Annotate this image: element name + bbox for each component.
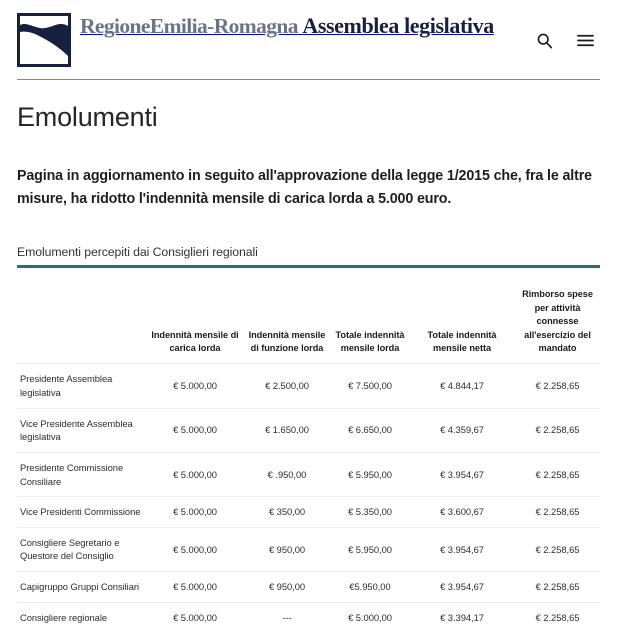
column-header-role <box>17 288 147 364</box>
cell-indennita-funzione-lorda: € 950,00 <box>243 527 331 571</box>
brand-line-assembly: Assemblea legislativa <box>302 13 494 38</box>
brand-line-region: RegioneEmilia-Romagna <box>80 14 298 38</box>
cell-totale-lorda: € 6.650,00 <box>331 408 409 452</box>
column-header-totale-netta: Totale indennità mensile netta <box>427 329 497 353</box>
hamburger-menu-icon[interactable] <box>575 30 595 50</box>
cell-totale-lorda: € 5.950,00 <box>331 527 409 571</box>
table-row <box>17 602 600 632</box>
cell-indennita-funzione-lorda: € 950,00 <box>243 572 331 603</box>
main-content <box>0 102 617 632</box>
section-title: Emolumenti percepiti dai Consiglieri regionali <box>17 245 258 260</box>
column-header-rimborso-spese: Rimborso spese per attività connesse all'esercizio del mandato <box>522 289 593 353</box>
cell-indennita-funzione-lorda: € 2.500,00 <box>243 364 331 408</box>
cell-role: Consigliere regionale <box>17 602 147 632</box>
brand-wordmark <box>80 13 494 38</box>
cell-indennita-carica-lorda: € 5.000,00 <box>147 572 243 603</box>
cell-indennita-funzione-lorda: --- <box>243 602 331 632</box>
cell-rimborso-spese: € 2.258,65 <box>515 602 600 632</box>
cell-totale-netta: € 3.600,67 <box>409 497 515 528</box>
section-header <box>17 245 600 268</box>
cell-indennita-carica-lorda: € 5.000,00 <box>147 364 243 408</box>
table-row <box>17 408 600 452</box>
search-icon[interactable] <box>534 30 554 50</box>
cell-indennita-funzione-lorda: € 350,00 <box>243 497 331 528</box>
cell-indennita-funzione-lorda: € .950,00 <box>243 452 331 496</box>
cell-totale-netta: € 3.954,67 <box>409 572 515 603</box>
cell-indennita-carica-lorda: € 5.000,00 <box>147 408 243 452</box>
cell-role: Capigruppo Gruppi Consiliari <box>17 572 147 603</box>
cell-rimborso-spese: € 2.258,65 <box>515 572 600 603</box>
cell-rimborso-spese: € 2.258,65 <box>515 497 600 528</box>
cell-indennita-carica-lorda: € 5.000,00 <box>147 527 243 571</box>
cell-totale-netta: € 4.844,17 <box>409 364 515 408</box>
table-row <box>17 364 600 408</box>
cell-role: Vice Presidenti Commissione <box>17 497 147 528</box>
table-row <box>17 452 600 496</box>
site-logo-link[interactable] <box>17 13 494 67</box>
cell-indennita-carica-lorda: € 5.000,00 <box>147 497 243 528</box>
cell-totale-lorda: €5.950,00 <box>331 572 409 603</box>
table-row <box>17 497 600 528</box>
cell-totale-lorda: € 5.350,00 <box>331 497 409 528</box>
cell-totale-netta: € 3.394,17 <box>409 602 515 632</box>
cell-totale-netta: € 4.359,67 <box>409 408 515 452</box>
column-header-indennita-funzione-lorda: Indennità mensile di funzione lorda <box>248 329 326 353</box>
table-head <box>17 288 600 364</box>
page-title: Emolumenti <box>17 102 158 132</box>
cell-role: Presidente Assemblea legislativa <box>17 364 147 408</box>
site-header <box>0 0 617 80</box>
emilia-romagna-wave-logo-icon <box>17 13 71 67</box>
cell-indennita-funzione-lorda: € 1.650,00 <box>243 408 331 452</box>
cell-role: Presidente Commissione Consiliare <box>17 452 147 496</box>
table-header-row <box>17 288 600 364</box>
cell-indennita-carica-lorda: € 5.000,00 <box>147 452 243 496</box>
table-row <box>17 572 600 603</box>
section-accent-rule <box>17 265 600 268</box>
cell-rimborso-spese: € 2.258,65 <box>515 452 600 496</box>
page-notice-text: Pagina in aggiornamento in seguito all'approvazione della legge 1/2015 che, fra le altre misure, ha ridotto l'indennità mensile di carica lorda a 5.000 euro. <box>17 168 592 208</box>
cell-totale-lorda: € 5.000,00 <box>331 602 409 632</box>
column-header-totale-lorda: Totale indennità mensile lorda <box>335 329 405 353</box>
cell-role: Consigliere Segretario e Questore del Consiglio <box>17 527 147 571</box>
cell-rimborso-spese: € 2.258,65 <box>515 527 600 571</box>
cell-totale-netta: € 3.954,67 <box>409 452 515 496</box>
cell-rimborso-spese: € 2.258,65 <box>515 408 600 452</box>
header-tools <box>534 30 600 50</box>
emoluments-table <box>17 288 600 632</box>
cell-totale-lorda: € 7.500,00 <box>331 364 409 408</box>
cell-totale-netta: € 3.954,67 <box>409 527 515 571</box>
table-body <box>17 364 600 632</box>
table-row <box>17 527 600 571</box>
column-header-indennita-carica-lorda: Indennità mensile di carica lorda <box>151 329 239 353</box>
cell-role: Vice Presidente Assemblea legislativa <box>17 408 147 452</box>
cell-indennita-carica-lorda: € 5.000,00 <box>147 602 243 632</box>
cell-rimborso-spese: € 2.258,65 <box>515 364 600 408</box>
cell-totale-lorda: € 5.950,00 <box>331 452 409 496</box>
